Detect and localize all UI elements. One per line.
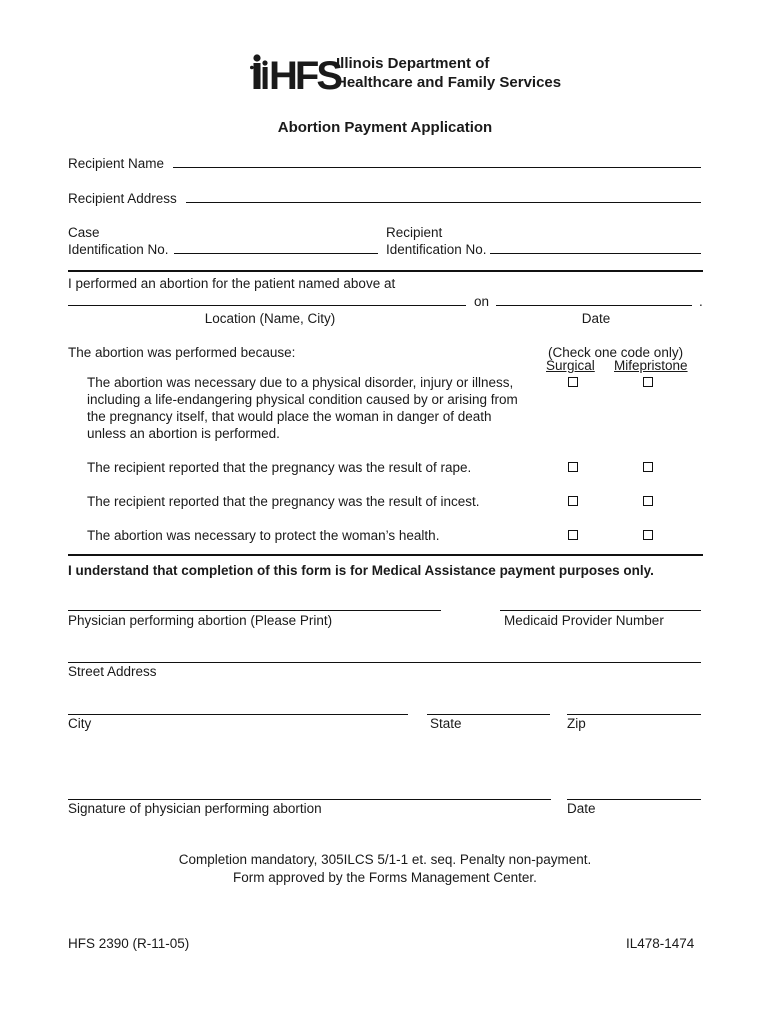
checkbox-rape-surgical[interactable] (568, 462, 578, 472)
checkbox-incest-mifepristone[interactable] (643, 496, 653, 506)
state-label: State (430, 716, 462, 731)
reason-text-line: The recipient reported that the pregnancy was the result of incest. (87, 494, 480, 509)
reason-text-line: The abortion was necessary to protect the woman’s health. (87, 528, 440, 543)
location-caption: Location (Name, City) (204, 311, 336, 326)
recipient-name-field[interactable] (173, 167, 701, 168)
department-name-line2: Healthcare and Family Services (336, 74, 562, 91)
hfs-logo (250, 54, 340, 98)
zip-label: Zip (567, 716, 586, 731)
physician-name-label: Physician performing abortion (Please Print) (68, 613, 333, 628)
column-mifepristone: Mifepristone (614, 358, 688, 373)
signature-date-label: Date (567, 801, 596, 816)
city-field[interactable] (68, 714, 408, 715)
forms-approval-notice: Form approved by the Forms Management Center. (233, 870, 537, 885)
recipient-id-field[interactable] (490, 253, 701, 254)
checkbox-incest-surgical[interactable] (568, 496, 578, 506)
performed-date-field[interactable] (496, 305, 692, 306)
family-figure-icon (250, 54, 268, 89)
performed-statement: I performed an abortion for the patient named above at (68, 276, 396, 291)
checkbox-physical-surgical[interactable] (568, 377, 578, 387)
column-surgical: Surgical (546, 358, 595, 373)
department-name-line1: Illinois Department of (336, 55, 490, 72)
reason-incest (87, 493, 479, 510)
city-label: City (68, 716, 92, 731)
on-label: on (474, 294, 490, 309)
street-address-label: Street Address (68, 664, 157, 679)
signature-label: Signature of physician performing abortion (68, 801, 322, 816)
logo-wordmark: HFS (269, 54, 340, 98)
recipient-address-label: Recipient Address (68, 191, 177, 206)
section-divider (68, 270, 703, 272)
reason-text-line: unless an abortion is performed. (87, 426, 280, 441)
form-number: HFS 2390 (R-11-05) (68, 936, 190, 951)
location-field[interactable] (68, 305, 466, 306)
provider-number-label: Medicaid Provider Number (504, 613, 664, 628)
reason-health (87, 527, 439, 544)
print-code: IL478-1474 (626, 936, 695, 951)
case-id-field[interactable] (174, 253, 378, 254)
zip-field[interactable] (567, 714, 701, 715)
form-title: Abortion Payment Application (277, 119, 493, 136)
recipient-id-label-line1: Recipient (386, 225, 443, 240)
case-label-line1: Case (68, 225, 100, 240)
reason-text-line: including a life-endangering physical condition caused by or arising from (87, 392, 518, 407)
reason-text-line: the pregnancy itself, that would place the woman in danger of death (87, 409, 492, 424)
case-id-label: Identification No. (68, 242, 169, 257)
signature-date-field[interactable] (567, 799, 701, 800)
recipient-id-label: Identification No. (386, 242, 487, 257)
provider-number-field[interactable] (500, 610, 701, 611)
reason-text-line: The abortion was necessary due to a physical disorder, injury or illness, (87, 375, 514, 390)
street-address-field[interactable] (68, 662, 701, 663)
reasons-heading: The abortion was performed because: (68, 345, 296, 360)
period-mark: . (699, 294, 703, 309)
section-divider (68, 554, 703, 556)
check-instruction: (Check one code only) (548, 345, 684, 360)
reason-rape (87, 459, 471, 476)
physician-name-field[interactable] (68, 610, 441, 611)
checkbox-physical-mifepristone[interactable] (643, 377, 653, 387)
completion-notice: Completion mandatory, 305ILCS 5/1-1 et. seq. Penalty non-payment. (178, 852, 592, 867)
recipient-name-label: Recipient Name (68, 156, 165, 171)
reason-text-line: The recipient reported that the pregnancy was the result of rape. (87, 460, 472, 475)
signature-field[interactable] (68, 799, 551, 800)
date-caption: Date (581, 311, 611, 326)
recipient-address-field[interactable] (186, 202, 701, 203)
state-field[interactable] (427, 714, 550, 715)
checkbox-health-surgical[interactable] (568, 530, 578, 540)
acknowledgement-statement: I understand that completion of this form is for Medical Assistance payment purposes only. (68, 563, 654, 578)
checkbox-rape-mifepristone[interactable] (643, 462, 653, 472)
reason-physical-disorder (87, 374, 518, 442)
checkbox-health-mifepristone[interactable] (643, 530, 653, 540)
